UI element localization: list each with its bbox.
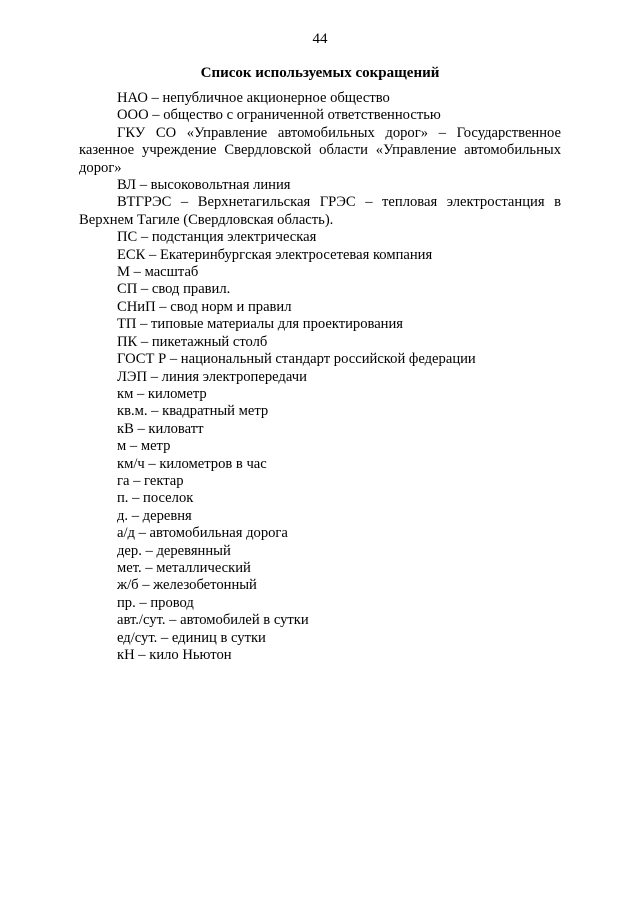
abbreviation-entry: км/ч – километров в час [117,455,267,472]
abbreviation-entry: кВ – киловатт [117,420,204,437]
abbreviation-entry: ВЛ – высоковольтная линия [117,177,291,194]
abbreviation-entry: дер. – деревянный [117,542,231,559]
abbreviation-entry: авт./сут. – автомобилей в сутки [117,612,309,629]
abbreviation-entry: кН – кило Ньютон [117,647,232,663]
abbreviation-entry: а/д – автомобильная дорога [117,525,288,542]
page-number: 44 [312,31,328,47]
abbreviation-entry: кв.м. – квадратный метр [117,403,269,420]
abbreviation-entry: га – гектар [117,472,184,489]
abbreviation-entry: ед/сут. – единиц в сутки [117,629,266,646]
abbreviation-entry: ЕСК – Екатеринбургская электросетевая компания [117,246,433,263]
abbreviation-entry: ПС – подстанция электрическая [117,229,317,246]
abbreviation-entry: ГОСТ Р – национальный стандарт российской федерации [117,351,476,368]
abbreviation-entry: ЛЭП – линия электропередачи [117,368,307,385]
abbreviation-entry: ТП – типовые материалы для проектирования [117,316,404,333]
abbreviation-entry: М – масштаб [117,264,199,281]
abbreviation-entry: мет. – металлический [117,559,251,576]
abbreviation-entry: км – километр [117,385,207,402]
abbreviation-entry: СНиП – свод норм и правил [117,298,292,315]
abbreviation-entry: ВТГРЭС – Верхнетагильская ГРЭС – тепловая электростанция в Верхнем Тагиле (Свердловская область). [79,194,561,228]
abbreviation-entry: СП – свод правил. [117,281,231,298]
abbreviation-entry: м – метр [117,438,171,455]
abbreviation-entry: д. – деревня [117,507,192,524]
abbreviation-entry: НАО – непубличное акционерное общество [117,90,390,106]
abbreviation-entry: п. – поселок [117,490,194,507]
abbreviation-entry: ООО – общество с ограниченной ответственностью [117,107,441,124]
abbreviation-entry: ж/б – железобетонный [117,577,257,594]
abbreviation-entry: ГКУ СО «Управление автомобильных дорог» – Государственное казенное учреждение Свердловской области «Управление автомобильных дорог» [79,124,561,176]
abbreviation-list [79,90,561,664]
section-title: Список используемых сокращений [200,65,440,81]
abbreviation-entry: пр. – провод [117,594,194,611]
abbreviation-entry: ПК – пикетажный столб [117,333,268,350]
